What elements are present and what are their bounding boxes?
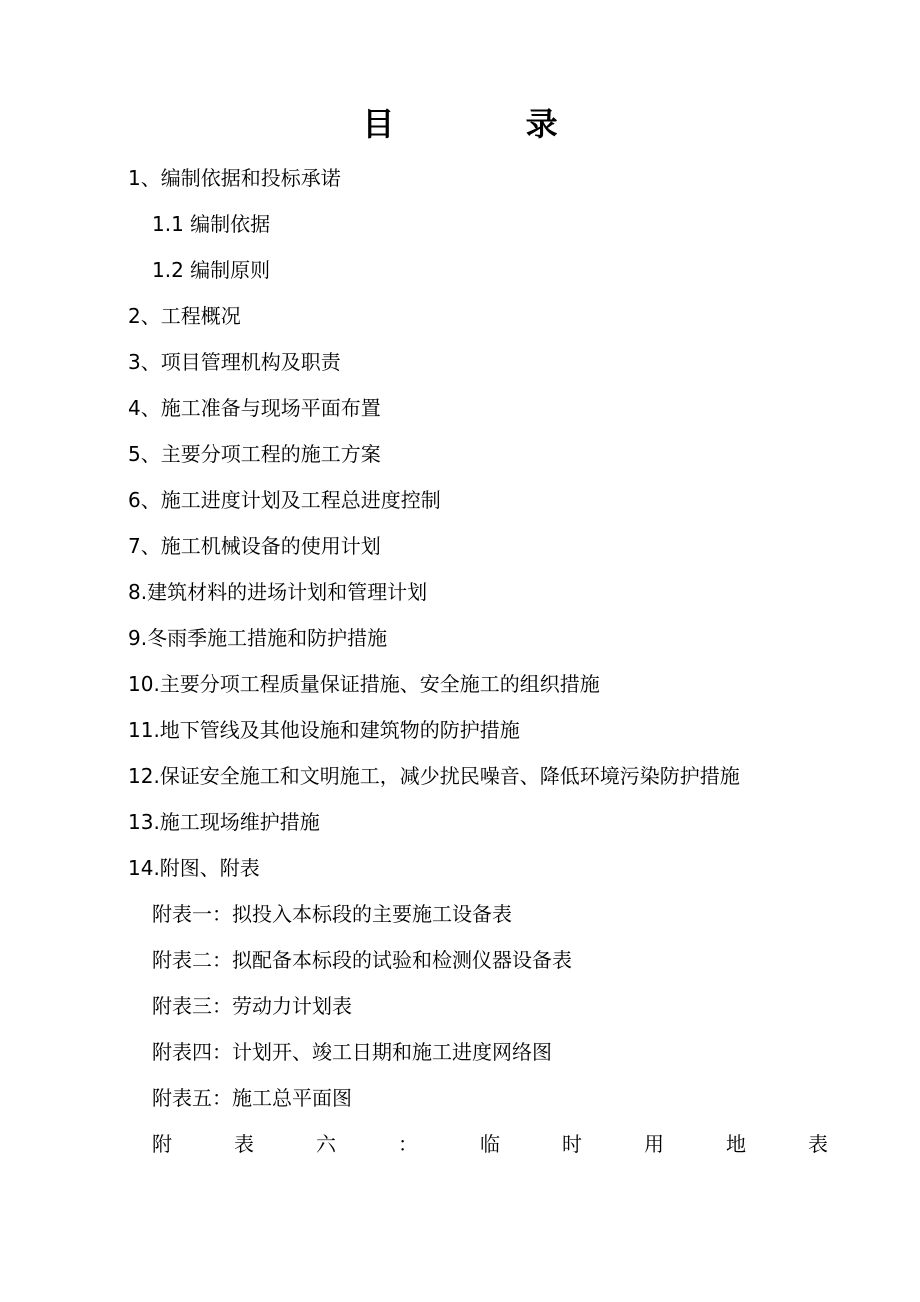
toc-subitem: 1.1 编制依据 [152, 212, 271, 236]
toc-subitem: 附表三：劳动力计划表 [152, 994, 352, 1018]
toc-item: 2、工程概况 [128, 304, 241, 328]
char: 表 [808, 1132, 828, 1156]
char: 用 [644, 1132, 664, 1156]
toc-subitem: 附表五：施工总平面图 [152, 1086, 352, 1110]
toc-item: 12.保证安全施工和文明施工，减少扰民噪音、降低环境污染防护措施 [128, 764, 740, 788]
toc-item: 1、编制依据和投标承诺 [128, 166, 341, 190]
toc-subitem: 1.2 编制原则 [152, 258, 271, 282]
toc-item: 13.施工现场维护措施 [128, 810, 320, 834]
char: 临 [480, 1132, 500, 1156]
toc-item: 5、主要分项工程的施工方案 [128, 442, 381, 466]
toc-subitem-justified [152, 1126, 828, 1162]
toc-item: 10.主要分项工程质量保证措施、安全施工的组织措施 [128, 672, 600, 696]
toc-subitem: 附表二：拟配备本标段的试验和检测仪器设备表 [152, 948, 572, 972]
toc-item: 9.冬雨季施工措施和防护措施 [128, 626, 388, 650]
toc-item: 6、施工进度计划及工程总进度控制 [128, 488, 441, 512]
toc-item: 8.建筑材料的进场计划和管理计划 [128, 580, 428, 604]
toc-item: 4、施工准备与现场平面布置 [128, 396, 381, 420]
toc-subitem: 附表四：计划开、竣工日期和施工进度网络图 [152, 1040, 552, 1064]
char: 时 [562, 1132, 582, 1156]
toc-item: 11.地下管线及其他设施和建筑物的防护措施 [128, 718, 520, 742]
char: 地 [726, 1132, 746, 1156]
toc-item: 14.附图、附表 [128, 856, 260, 880]
char: 表 [234, 1132, 254, 1156]
page-title: 目 录 [362, 105, 618, 143]
char: ： [398, 1132, 418, 1156]
char: 附 [152, 1132, 172, 1156]
char: 六 [316, 1132, 336, 1156]
toc-item: 7、施工机械设备的使用计划 [128, 534, 381, 558]
toc-item: 3、项目管理机构及职责 [128, 350, 341, 374]
toc-subitem: 附表一：拟投入本标段的主要施工设备表 [152, 902, 512, 926]
